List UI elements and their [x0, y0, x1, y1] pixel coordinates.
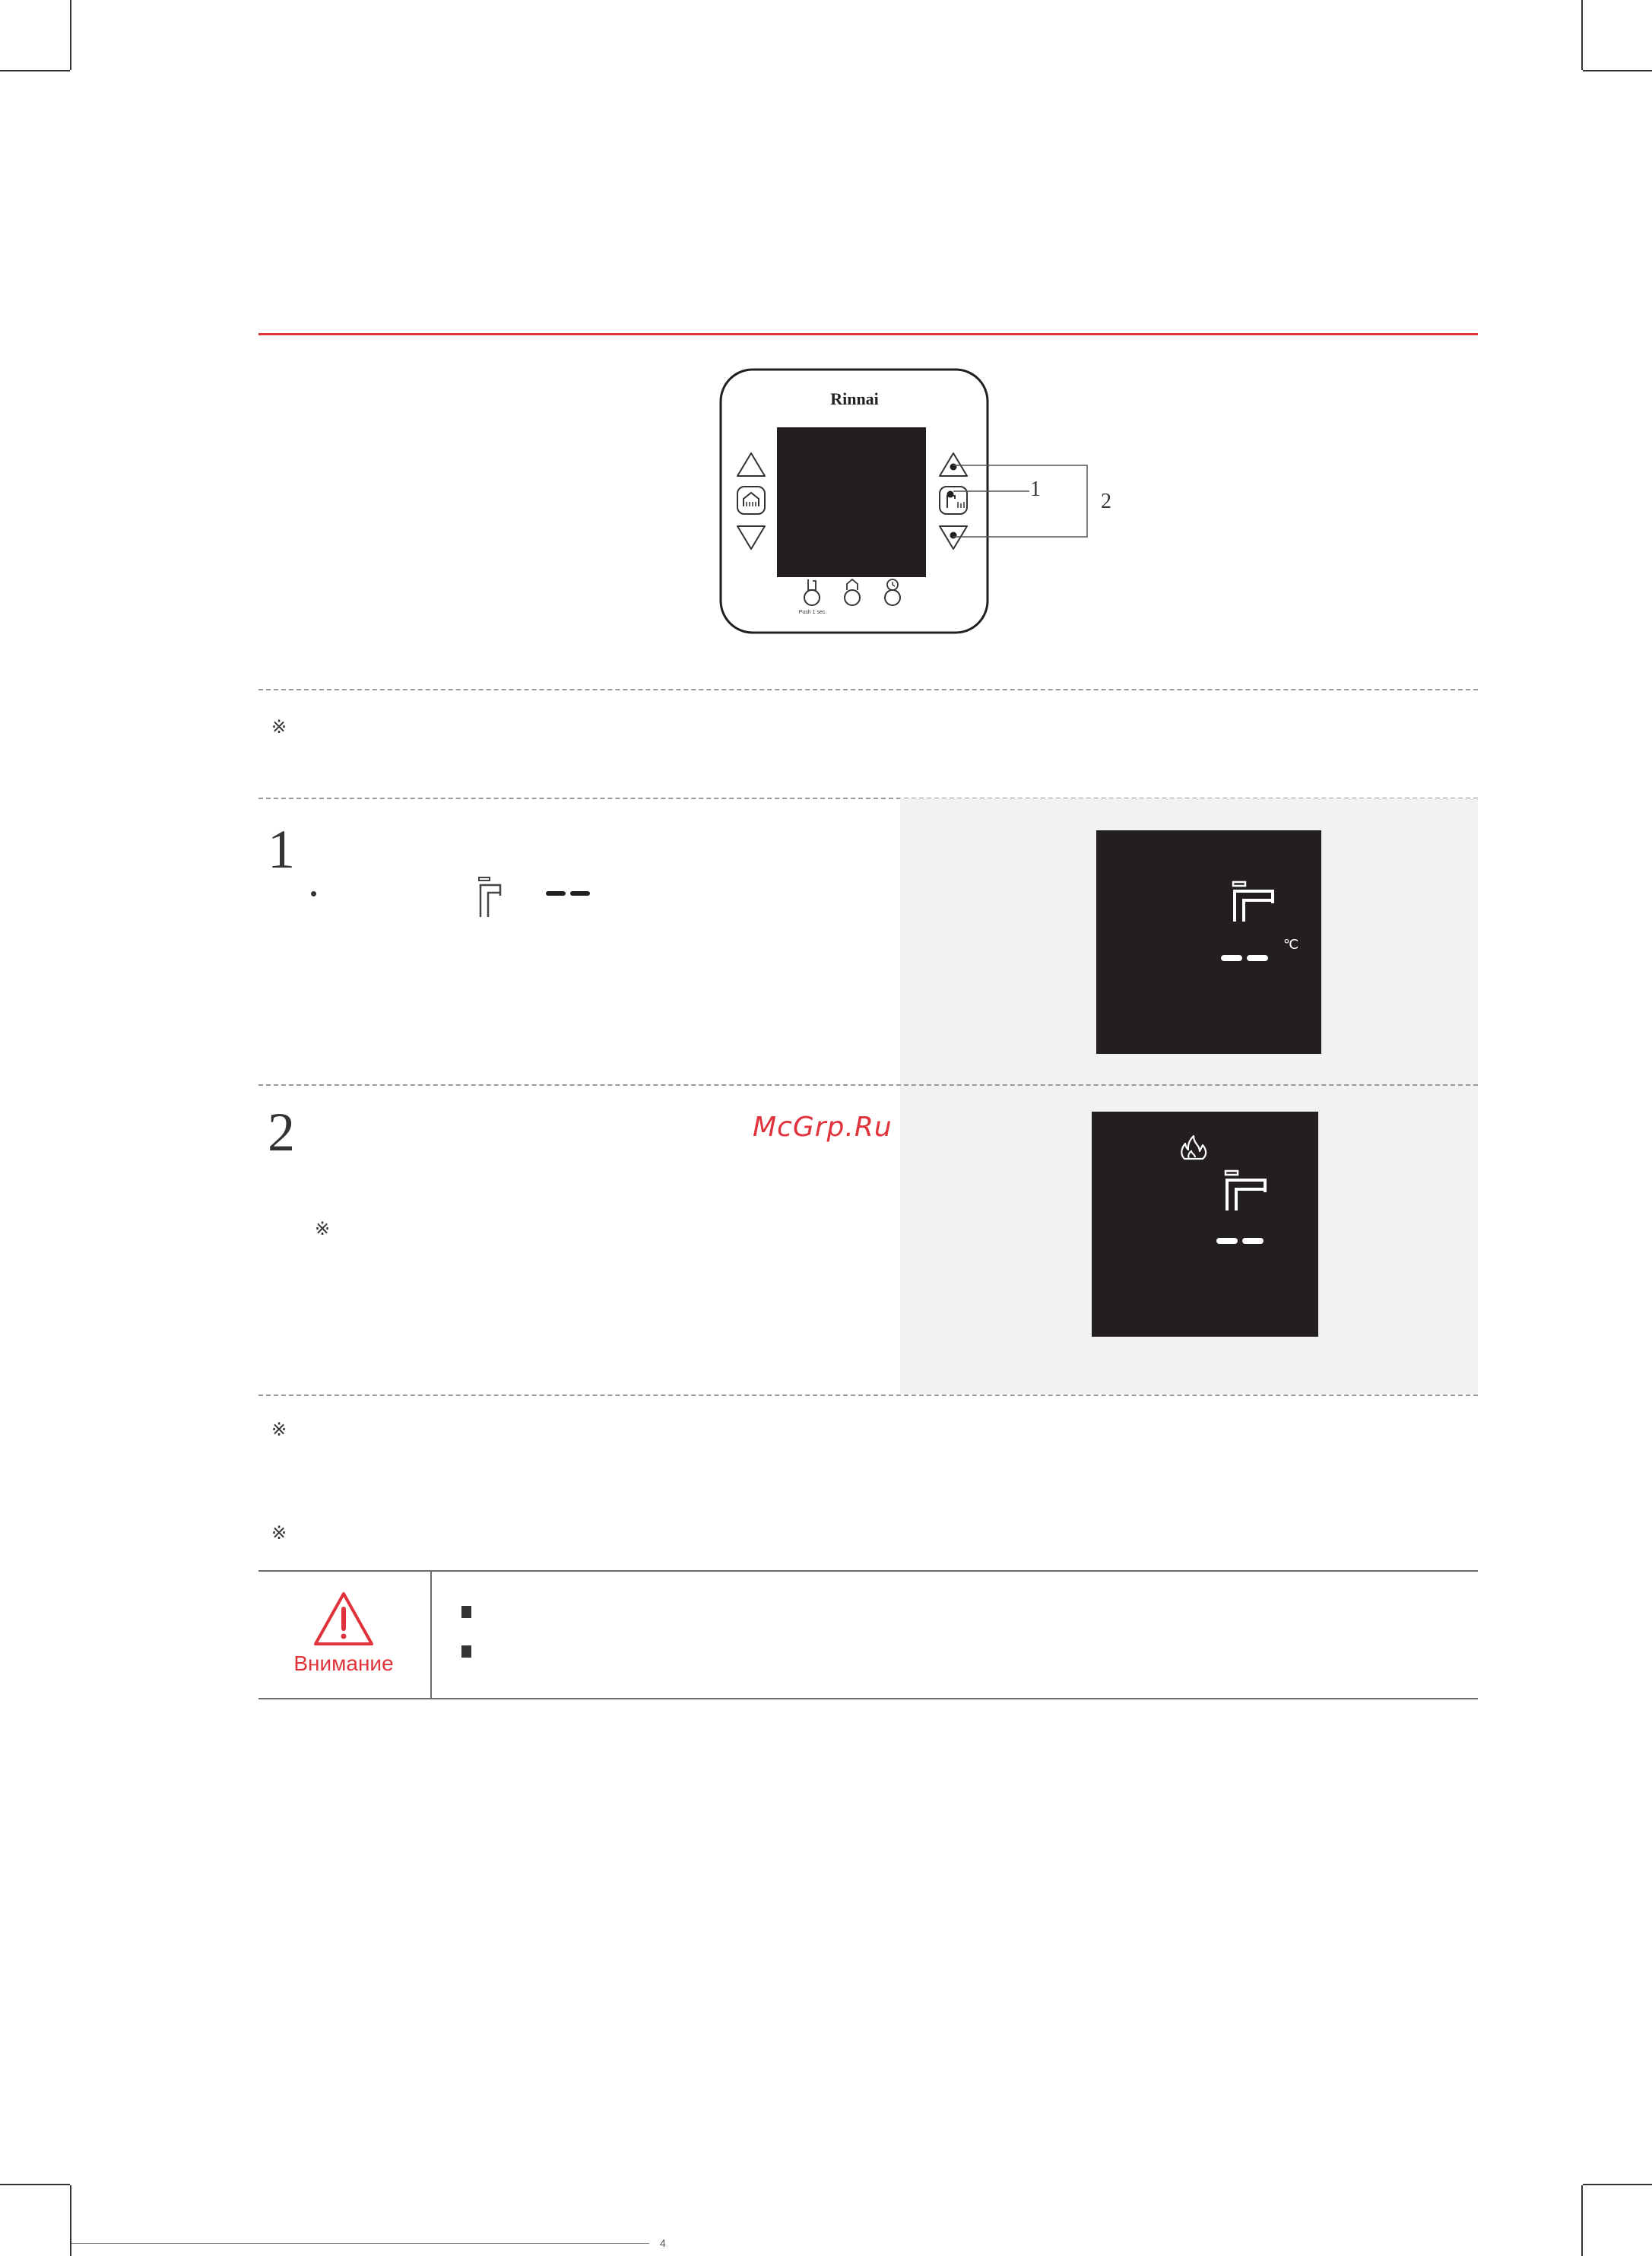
warning-divider [430, 1571, 432, 1699]
step-number: 1 [268, 819, 295, 880]
warning-triangle-icon [312, 1591, 375, 1647]
crop-mark [70, 0, 71, 70]
flame-icon [1178, 1134, 1209, 1160]
warning-bottom-rule [258, 1698, 1478, 1699]
brand-logo: Rinnai [830, 389, 879, 408]
display-screen [1096, 830, 1321, 1054]
faucet-icon [1232, 881, 1276, 923]
page-number: 4 [660, 2237, 666, 2249]
watermark: McGrp.Ru [753, 1112, 893, 1143]
reference-mark: ※ [271, 1419, 287, 1440]
display-screen [1092, 1112, 1318, 1337]
crop-mark [0, 70, 70, 71]
reference-mark: ※ [271, 716, 287, 738]
warning-label: Внимание [293, 1652, 394, 1675]
divider [258, 689, 1478, 690]
bleed-line [71, 2243, 649, 2244]
faucet-icon [477, 876, 502, 919]
push-hint: Push 1 sec. [798, 610, 827, 615]
section-rule [258, 333, 1478, 335]
callout-leaders [950, 456, 1102, 540]
step-number: 2 [268, 1102, 295, 1163]
bullet-square [461, 1606, 471, 1618]
callout-label-2: 2 [1101, 490, 1111, 513]
step-bullet: • [310, 882, 318, 905]
reference-mark: ※ [315, 1218, 331, 1239]
bullet-square [461, 1645, 471, 1658]
divider [258, 1395, 1478, 1396]
crop-mark [1583, 2184, 1652, 2185]
dash-readout-icon [546, 890, 591, 897]
unit-label: ℃ [1283, 937, 1299, 952]
controller-illustration [719, 368, 989, 634]
crop-mark [1581, 2185, 1583, 2256]
reference-mark: ※ [271, 1522, 287, 1544]
crop-mark [0, 2184, 70, 2185]
warning-top-rule [258, 1570, 1478, 1572]
crop-mark [1581, 0, 1583, 70]
divider [258, 1084, 1478, 1086]
faucet-icon [1224, 1169, 1268, 1212]
callout-label-1: 1 [1030, 478, 1041, 501]
dash-readout-icon [1221, 953, 1268, 963]
crop-mark [70, 2185, 71, 2256]
crop-mark [1583, 70, 1652, 71]
dash-readout-icon [1216, 1236, 1264, 1245]
